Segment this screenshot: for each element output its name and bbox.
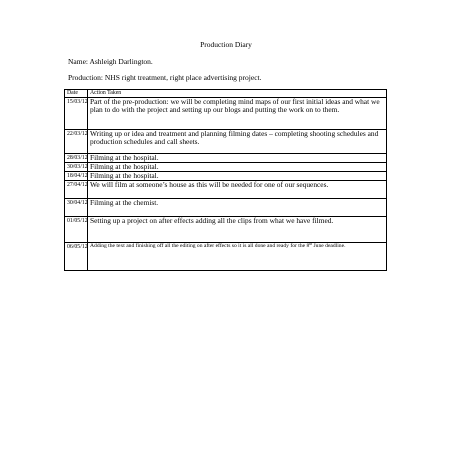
page-title: Production Diary bbox=[200, 40, 252, 49]
table-row bbox=[65, 98, 387, 130]
date-column-header: Date bbox=[65, 90, 88, 98]
action-cell: Part of the pre-production: we will be completing mind maps of our first initial ideas and what we plan to do with the project and setting up our blogs and putting the work on to them. bbox=[88, 98, 387, 130]
action-text-end: June deadline. bbox=[312, 243, 346, 249]
date-cell: 28/03/12 bbox=[65, 154, 88, 163]
production-diary-table bbox=[64, 89, 387, 271]
action-cell: Writing up or idea and treatment and planning filming dates – completing shooting schedules and production schedules and call sheets. bbox=[88, 130, 387, 154]
student-name: Name: Ashleigh Darlington. bbox=[68, 57, 153, 66]
date-cell: 01/05/12 bbox=[65, 217, 88, 243]
action-cell: We will film at someone’s house as this will be needed for one of our sequences. bbox=[88, 181, 387, 199]
production-title: Production: NHS right treatment, right place advertising project. bbox=[68, 73, 262, 82]
action-cell: Filming at the hospital. bbox=[88, 154, 387, 163]
table-row bbox=[65, 243, 387, 271]
action-cell: Filming at the hospital. bbox=[88, 172, 387, 181]
date-cell: 30/04/12 bbox=[65, 199, 88, 217]
date-cell: 18/04/12 bbox=[65, 172, 88, 181]
date-cell: 06/05/12 bbox=[65, 243, 88, 271]
date-cell: 30/03/12 bbox=[65, 163, 88, 172]
action-column-header: Action Taken bbox=[88, 90, 387, 98]
action-cell bbox=[88, 243, 387, 271]
action-text-start: Adding the text and finishing off all the editing on after effects so it is all done and ready for the 8 bbox=[90, 243, 310, 249]
table-row bbox=[65, 199, 387, 217]
action-cell: Setting up a project on after effects adding all the clips from what we have filmed. bbox=[88, 217, 387, 243]
table-row bbox=[65, 181, 387, 199]
date-cell: 27/04/12 bbox=[65, 181, 88, 199]
date-cell: 22/03/12 bbox=[65, 130, 88, 154]
ordinal-suffix: th bbox=[309, 241, 313, 246]
table-row bbox=[65, 130, 387, 154]
action-cell: Filming at the chemist. bbox=[88, 199, 387, 217]
table-row bbox=[65, 217, 387, 243]
action-cell: Filming at the hospital. bbox=[88, 163, 387, 172]
date-cell: 15/03/12 bbox=[65, 98, 88, 130]
